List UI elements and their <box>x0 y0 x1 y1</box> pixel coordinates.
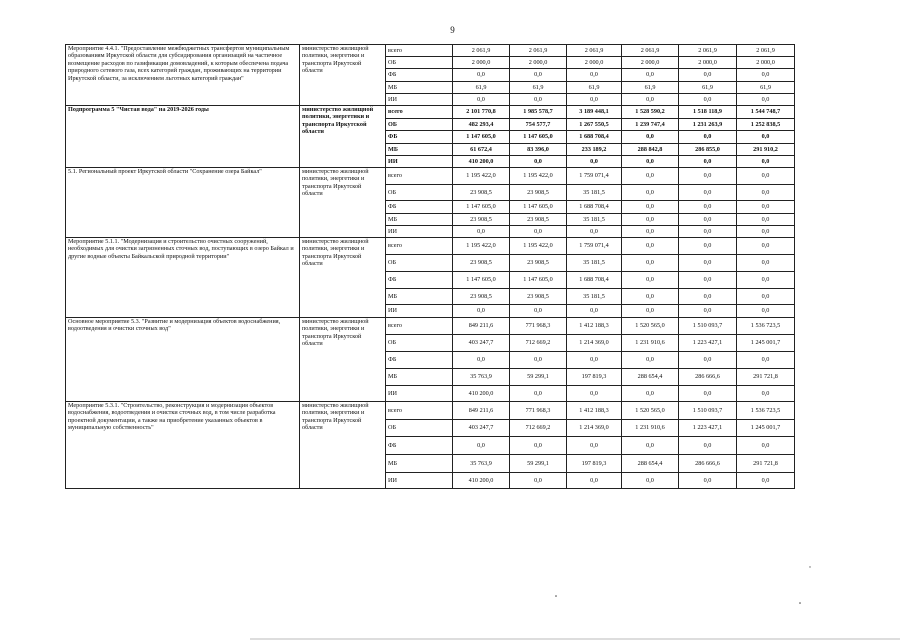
amount-cell: 0,0 <box>622 168 679 185</box>
amount-cell: 1 536 723,5 <box>737 318 795 335</box>
amount-cell: 1 214 369,0 <box>567 335 622 352</box>
amount-cell: 0,0 <box>510 473 567 489</box>
amount-cell: 61 672,4 <box>453 144 510 156</box>
funding-source-cell: ИИ <box>386 305 453 318</box>
executor-cell: министерство жилищной политики, энергетики и транспорта Иркутской области <box>300 238 386 318</box>
amount-cell: 1 688 708,4 <box>567 131 622 144</box>
amount-cell: 0,0 <box>567 156 622 168</box>
amount-cell: 0,0 <box>453 437 510 455</box>
amount-cell: 1 245 001,7 <box>737 335 795 352</box>
funding-source-cell: ФБ <box>386 201 453 214</box>
amount-cell: 2 061,9 <box>510 45 567 57</box>
amount-cell: 2 000,0 <box>679 57 737 69</box>
amount-cell: 410 200,0 <box>453 386 510 402</box>
amount-cell: 0,0 <box>622 201 679 214</box>
executor-cell: министерство жилищной политики, энергетики и транспорта Иркутской области <box>300 106 386 168</box>
amount-cell: 0,0 <box>737 214 795 226</box>
funding-source-cell: ОБ <box>386 335 453 352</box>
funding-source-cell: ФБ <box>386 352 453 369</box>
amount-cell: 0,0 <box>679 156 737 168</box>
amount-cell: 288 654,4 <box>622 455 679 473</box>
amount-cell: 0,0 <box>737 168 795 185</box>
amount-cell: 0,0 <box>510 352 567 369</box>
amount-cell: 0,0 <box>737 226 795 238</box>
amount-cell: 0,0 <box>622 238 679 255</box>
amount-cell: 1 223 427,1 <box>679 420 737 437</box>
amount-cell: 61,9 <box>510 82 567 94</box>
amount-cell: 0,0 <box>453 352 510 369</box>
amount-cell: 0,0 <box>679 352 737 369</box>
amount-cell: 35 181,5 <box>567 185 622 201</box>
funding-source-cell: всего <box>386 318 453 335</box>
amount-cell: 0,0 <box>679 168 737 185</box>
amount-cell: 291 910,2 <box>737 144 795 156</box>
amount-cell: 0,0 <box>622 156 679 168</box>
amount-cell: 0,0 <box>567 94 622 106</box>
amount-cell: 0,0 <box>737 352 795 369</box>
amount-cell: 0,0 <box>567 226 622 238</box>
amount-cell: 0,0 <box>679 305 737 318</box>
amount-cell: 59 299,1 <box>510 455 567 473</box>
amount-cell: 1 520 565,0 <box>622 402 679 420</box>
amount-cell: 83 396,0 <box>510 144 567 156</box>
amount-cell: 0,0 <box>567 437 622 455</box>
amount-cell: 23 908,5 <box>453 289 510 305</box>
amount-cell: 0,0 <box>679 94 737 106</box>
amount-cell: 59 299,1 <box>510 369 567 386</box>
funding-source-cell: ИИ <box>386 94 453 106</box>
amount-cell: 0,0 <box>679 437 737 455</box>
amount-cell: 0,0 <box>737 289 795 305</box>
amount-cell: 0,0 <box>737 386 795 402</box>
amount-cell: 0,0 <box>453 69 510 82</box>
amount-cell: 2 101 770,8 <box>453 106 510 119</box>
amount-cell: 0,0 <box>622 185 679 201</box>
amount-cell: 233 189,2 <box>567 144 622 156</box>
amount-cell: 0,0 <box>622 94 679 106</box>
amount-cell: 288 842,8 <box>622 144 679 156</box>
amount-cell: 771 968,3 <box>510 318 567 335</box>
amount-cell: 712 669,2 <box>510 335 567 352</box>
amount-cell: 1 147 605,0 <box>453 272 510 289</box>
amount-cell: 1 544 748,7 <box>737 106 795 119</box>
amount-cell: 35 763,9 <box>453 455 510 473</box>
measure-name-cell: Мероприятие 5.1.1. "Модернизация и строительство очистных сооружений, необходимых для очистки загрязненных сточных вод, поступающих в озеро Байкал и другие водные объекты Байкальской природной территории" <box>66 238 300 318</box>
amount-cell: 1 231 910,6 <box>622 420 679 437</box>
amount-cell: 0,0 <box>622 473 679 489</box>
amount-cell: 2 000,0 <box>622 57 679 69</box>
amount-cell: 0,0 <box>737 69 795 82</box>
amount-cell: 61,9 <box>679 82 737 94</box>
amount-cell: 197 819,3 <box>567 369 622 386</box>
amount-cell: 0,0 <box>679 272 737 289</box>
amount-cell: 61,9 <box>622 82 679 94</box>
amount-cell: 0,0 <box>737 473 795 489</box>
amount-cell: 0,0 <box>737 185 795 201</box>
amount-cell: 1 528 590,2 <box>622 106 679 119</box>
amount-cell: 1 147 605,0 <box>453 201 510 214</box>
amount-cell: 0,0 <box>622 352 679 369</box>
amount-cell: 61,9 <box>737 82 795 94</box>
amount-cell: 1 231 263,9 <box>679 119 737 131</box>
amount-cell: 771 968,3 <box>510 402 567 420</box>
amount-cell: 410 200,0 <box>453 473 510 489</box>
funding-source-cell: всего <box>386 238 453 255</box>
amount-cell: 0,0 <box>679 201 737 214</box>
amount-cell: 1 223 427,1 <box>679 335 737 352</box>
amount-cell: 0,0 <box>567 305 622 318</box>
amount-cell: 1 518 118,9 <box>679 106 737 119</box>
amount-cell: 0,0 <box>737 201 795 214</box>
amount-cell: 286 666,6 <box>679 369 737 386</box>
amount-cell: 0,0 <box>567 69 622 82</box>
amount-cell: 403 247,7 <box>453 420 510 437</box>
amount-cell: 0,0 <box>737 305 795 318</box>
amount-cell: 0,0 <box>510 437 567 455</box>
measure-name-cell: 5.1. Региональный проект Иркутской области "Сохранение озера Байкал" <box>66 168 300 238</box>
amount-cell: 0,0 <box>453 305 510 318</box>
amount-cell: 35 181,5 <box>567 255 622 272</box>
funding-source-cell: МБ <box>386 214 453 226</box>
amount-cell: 1 195 422,0 <box>453 168 510 185</box>
amount-cell: 3 189 448,1 <box>567 106 622 119</box>
amount-cell: 1 688 708,4 <box>567 201 622 214</box>
amount-cell: 0,0 <box>510 305 567 318</box>
amount-cell: 1 412 188,3 <box>567 402 622 420</box>
amount-cell: 2 000,0 <box>567 57 622 69</box>
amount-cell: 1 536 723,5 <box>737 402 795 420</box>
amount-cell: 2 000,0 <box>737 57 795 69</box>
amount-cell: 0,0 <box>622 226 679 238</box>
amount-cell: 0,0 <box>622 272 679 289</box>
funding-source-cell: ИИ <box>386 473 453 489</box>
amount-cell: 712 669,2 <box>510 420 567 437</box>
amount-cell: 0,0 <box>737 156 795 168</box>
amount-cell: 2 000,0 <box>510 57 567 69</box>
amount-cell: 0,0 <box>679 238 737 255</box>
amount-cell: 291 721,8 <box>737 369 795 386</box>
amount-cell: 61,9 <box>453 82 510 94</box>
amount-cell: 61,9 <box>567 82 622 94</box>
amount-cell: 0,0 <box>567 352 622 369</box>
amount-cell: 1 147 605,0 <box>510 272 567 289</box>
amount-cell: 0,0 <box>622 437 679 455</box>
amount-cell: 1 759 071,4 <box>567 168 622 185</box>
measure-name-cell: Подпрограмма 5 "Чистая вода" на 2019-2026 годы <box>66 106 300 168</box>
amount-cell: 0,0 <box>737 131 795 144</box>
amount-cell: 0,0 <box>679 69 737 82</box>
amount-cell: 849 211,6 <box>453 402 510 420</box>
funding-source-cell: МБ <box>386 82 453 94</box>
page-number: 9 <box>450 25 455 35</box>
amount-cell: 1 688 708,4 <box>567 272 622 289</box>
funding-source-cell: ОБ <box>386 57 453 69</box>
funding-source-cell: ФБ <box>386 131 453 144</box>
amount-cell: 0,0 <box>737 437 795 455</box>
amount-cell: 1 412 188,3 <box>567 318 622 335</box>
amount-cell: 0,0 <box>679 473 737 489</box>
executor-cell: министерство жилищной политики, энергетики и транспорта Иркутской области <box>300 318 386 402</box>
amount-cell: 1 252 838,5 <box>737 119 795 131</box>
amount-cell: 23 908,5 <box>510 289 567 305</box>
funding-source-cell: ФБ <box>386 437 453 455</box>
amount-cell: 0,0 <box>679 289 737 305</box>
amount-cell: 482 293,4 <box>453 119 510 131</box>
amount-cell: 1 195 422,0 <box>510 168 567 185</box>
funding-source-cell: МБ <box>386 369 453 386</box>
amount-cell: 23 908,5 <box>510 255 567 272</box>
amount-cell: 1 245 001,7 <box>737 420 795 437</box>
amount-cell: 1 985 578,7 <box>510 106 567 119</box>
amount-cell: 0,0 <box>453 94 510 106</box>
amount-cell: 1 147 605,0 <box>510 201 567 214</box>
amount-cell: 197 819,3 <box>567 455 622 473</box>
amount-cell: 1 520 565,0 <box>622 318 679 335</box>
amount-cell: 0,0 <box>679 226 737 238</box>
amount-cell: 2 061,9 <box>679 45 737 57</box>
amount-cell: 0,0 <box>622 255 679 272</box>
funding-source-cell: ОБ <box>386 185 453 201</box>
amount-cell: 291 721,8 <box>737 455 795 473</box>
amount-cell: 1 239 747,4 <box>622 119 679 131</box>
funding-source-cell: ИИ <box>386 386 453 402</box>
amount-cell: 35 181,5 <box>567 289 622 305</box>
amount-cell: 0,0 <box>679 214 737 226</box>
amount-cell: 0,0 <box>737 94 795 106</box>
amount-cell: 1 195 422,0 <box>510 238 567 255</box>
amount-cell: 0,0 <box>453 226 510 238</box>
funding-source-cell: ФБ <box>386 272 453 289</box>
amount-cell: 23 908,5 <box>453 255 510 272</box>
amount-cell: 0,0 <box>622 214 679 226</box>
funding-source-cell: всего <box>386 106 453 119</box>
amount-cell: 1 267 550,5 <box>567 119 622 131</box>
amount-cell: 0,0 <box>679 386 737 402</box>
funding-source-cell: ФБ <box>386 69 453 82</box>
amount-cell: 0,0 <box>622 305 679 318</box>
amount-cell: 23 908,5 <box>453 214 510 226</box>
funding-source-cell: всего <box>386 168 453 185</box>
amount-cell: 1 214 369,0 <box>567 420 622 437</box>
funding-source-cell: всего <box>386 45 453 57</box>
amount-cell: 288 654,4 <box>622 369 679 386</box>
funding-source-cell: МБ <box>386 455 453 473</box>
amount-cell: 35 181,5 <box>567 214 622 226</box>
amount-cell: 1 195 422,0 <box>453 238 510 255</box>
funding-source-cell: МБ <box>386 289 453 305</box>
amount-cell: 2 061,9 <box>622 45 679 57</box>
amount-cell: 286 666,6 <box>679 455 737 473</box>
amount-cell: 23 908,5 <box>510 185 567 201</box>
amount-cell: 1 510 093,7 <box>679 402 737 420</box>
funding-source-cell: ИИ <box>386 156 453 168</box>
amount-cell: 0,0 <box>622 289 679 305</box>
amount-cell: 35 763,9 <box>453 369 510 386</box>
amount-cell: 1 510 093,7 <box>679 318 737 335</box>
amount-cell: 1 147 605,0 <box>453 131 510 144</box>
measure-name-cell: Мероприятие 4.4.1. "Предоставление межбюджетных трансфертов муниципальным образованиям Иркутской области для субсидирования организаций на частичное возмещение расходов по газификации домовладений, к которым обеспечена подача природного сетевого газа, всех категорий граждан, проживающих на территории Иркутской области, за исключением льготных категорий граждан" <box>66 45 300 106</box>
amount-cell: 0,0 <box>679 131 737 144</box>
amount-cell: 0,0 <box>679 255 737 272</box>
amount-cell: 2 000,0 <box>453 57 510 69</box>
amount-cell: 754 577,7 <box>510 119 567 131</box>
amount-cell: 0,0 <box>622 69 679 82</box>
amount-cell: 410 200,0 <box>453 156 510 168</box>
amount-cell: 0,0 <box>510 69 567 82</box>
amount-cell: 286 855,0 <box>679 144 737 156</box>
amount-cell: 1 147 605,0 <box>510 131 567 144</box>
amount-cell: 2 061,9 <box>453 45 510 57</box>
amount-cell: 0,0 <box>737 255 795 272</box>
amount-cell: 0,0 <box>510 226 567 238</box>
amount-cell: 849 211,6 <box>453 318 510 335</box>
funding-source-cell: ОБ <box>386 420 453 437</box>
measure-name-cell: Мероприятие 5.3.1. "Строительство, реконструкция и модернизация объектов водоснабжения, водоотведения и очистки сточных вод, в том числе разработка проектной документации, а также на приобретение указанных объектов в муниципальную собственность" <box>66 402 300 489</box>
executor-cell: министерство жилищной политики, энергетики и транспорта Иркутской области <box>300 168 386 238</box>
executor-cell: министерство жилищной политики, энергетики и транспорта Иркутской области <box>300 402 386 489</box>
amount-cell: 403 247,7 <box>453 335 510 352</box>
amount-cell: 1 231 910,6 <box>622 335 679 352</box>
amount-cell: 0,0 <box>510 94 567 106</box>
amount-cell: 2 061,9 <box>737 45 795 57</box>
amount-cell: 0,0 <box>567 473 622 489</box>
measure-name-cell: Основное мероприятие 5.3. "Развитие и модернизация объектов водоснабжения, водоотведения и очистки сточных вод" <box>66 318 300 402</box>
amount-cell: 0,0 <box>737 272 795 289</box>
amount-cell: 2 061,9 <box>567 45 622 57</box>
funding-source-cell: ИИ <box>386 226 453 238</box>
executor-cell: министерство жилищной политики, энергетики и транспорта Иркутской области <box>300 45 386 106</box>
funding-source-cell: всего <box>386 402 453 420</box>
funding-source-cell: ОБ <box>386 255 453 272</box>
amount-cell: 23 908,5 <box>453 185 510 201</box>
amount-cell: 0,0 <box>510 386 567 402</box>
amount-cell: 0,0 <box>510 156 567 168</box>
amount-cell: 0,0 <box>622 131 679 144</box>
amount-cell: 23 908,5 <box>510 214 567 226</box>
amount-cell: 1 759 071,4 <box>567 238 622 255</box>
amount-cell: 0,0 <box>679 185 737 201</box>
amount-cell: 0,0 <box>622 386 679 402</box>
amount-cell: 0,0 <box>567 386 622 402</box>
funding-source-cell: МБ <box>386 144 453 156</box>
amount-cell: 0,0 <box>737 238 795 255</box>
funding-source-cell: ОБ <box>386 119 453 131</box>
